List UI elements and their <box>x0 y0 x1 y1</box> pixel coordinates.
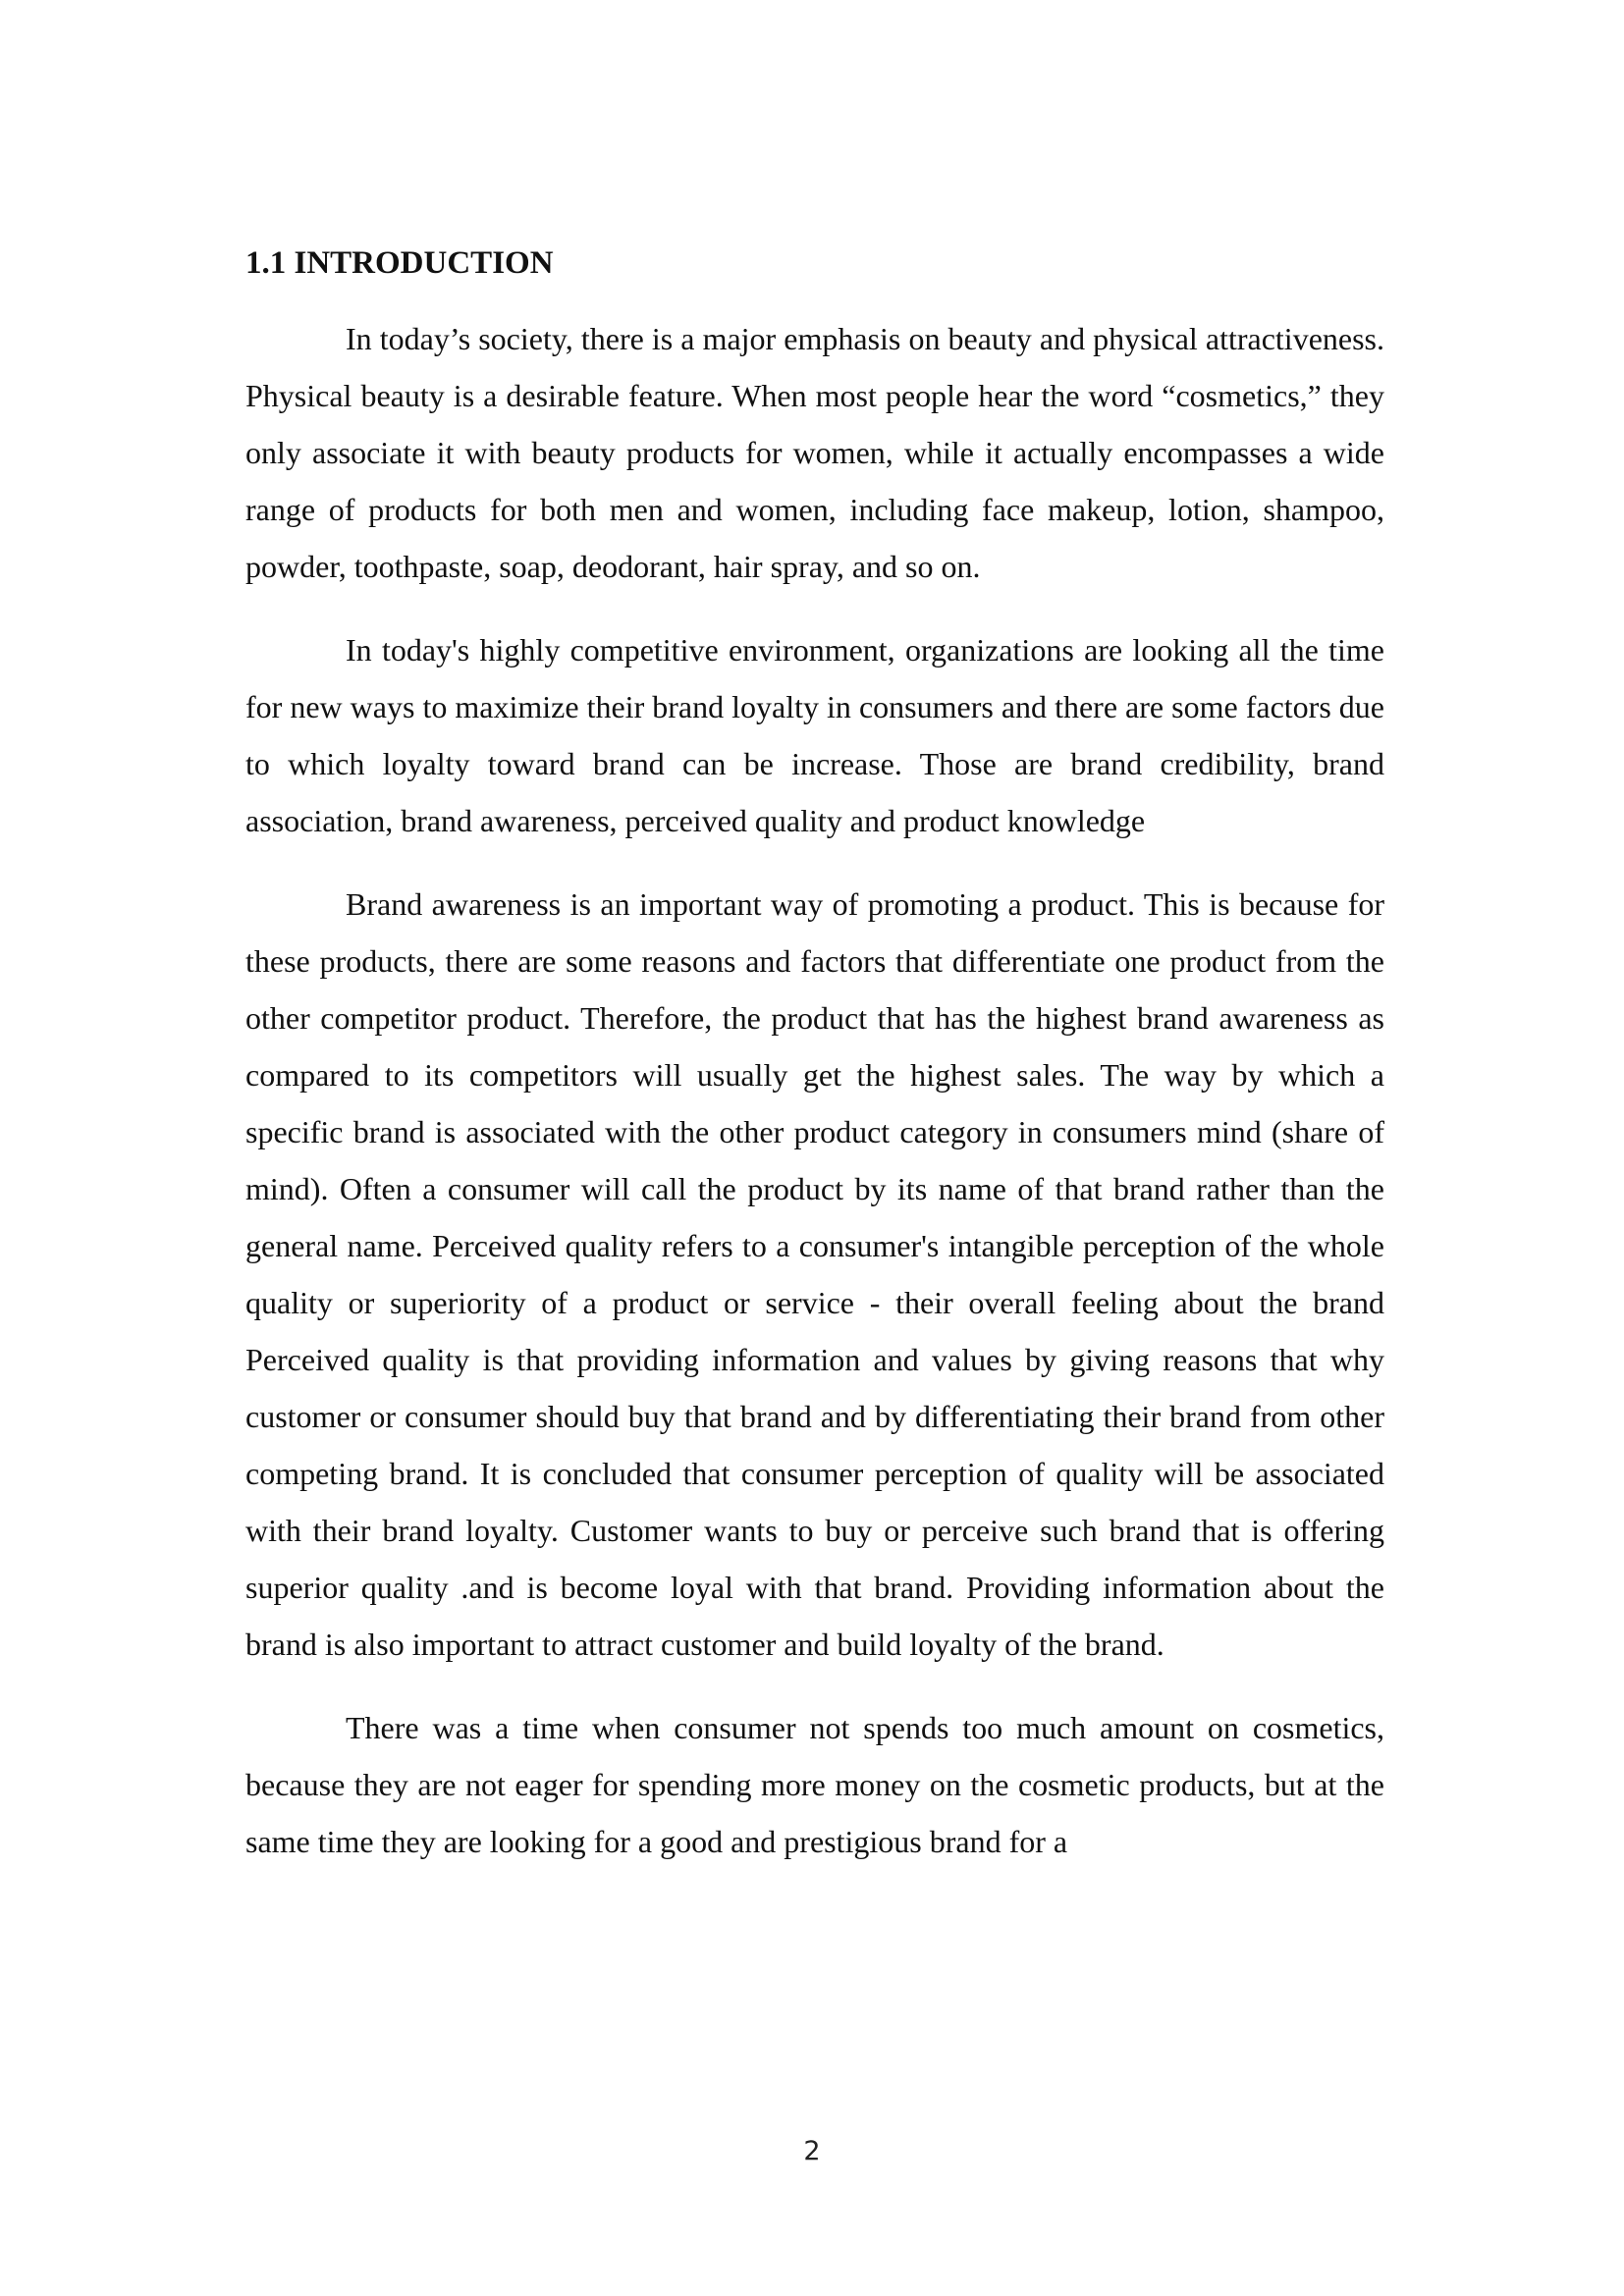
page-content <box>245 243 1384 1896</box>
section-heading: 1.1 INTRODUCTION <box>245 245 554 281</box>
page-number: 2 <box>803 2136 821 2166</box>
paragraph-2: In today's highly competitive environment, organizations are looking all the time for new ways to maximize their brand loyalty in consumers and there are some factors due to which loyalty toward brand can be increase. Those are brand credibility, brand association, brand awareness, perceived quality and product knowledge <box>245 632 1384 838</box>
paragraph-4: There was a time when consumer not spends too much amount on cosmetics, because they are not eager for spending more money on the cosmetic products, but at the same time they are looking for a good and prestigious brand for a <box>245 1710 1384 1859</box>
paragraph-1: In today’s society, there is a major emphasis on beauty and physical attractiveness. Physical beauty is a desirable feature. When most people hear the word “cosmetics,” they only associate it with beauty products for women, while it actually encompasses a wide range of products for both men and women, including face makeup, lotion, shampoo, powder, toothpaste, soap, deodorant, hair spray, and so on. <box>245 321 1384 584</box>
paragraph-3: Brand awareness is an important way of promoting a product. This is because for these products, there are some reasons and factors that differentiate one product from the other competitor product. Therefore, the product that has the highest brand awareness as compared to its competitors will usually get the highest sales. The way by which a specific brand is associated with the other product category in consumers mind (share of mind). Often a consumer will call the product by its name of that brand rather than the general name. Perceived quality refers to a consumer's intangible perception of the whole quality or superiority of a product or service - their overall feeling about the brand Perceived quality is that providing information and values by giving reasons that why customer or consumer should buy that brand and by differentiating their brand from other competing brand. It is concluded that consumer perception of quality will be associated with their brand loyalty. Customer wants to buy or perceive such brand that is offering superior quality .and is become loyal with that brand. Providing information about the brand is also important to attract customer and build loyalty of the brand. <box>245 886 1384 1662</box>
